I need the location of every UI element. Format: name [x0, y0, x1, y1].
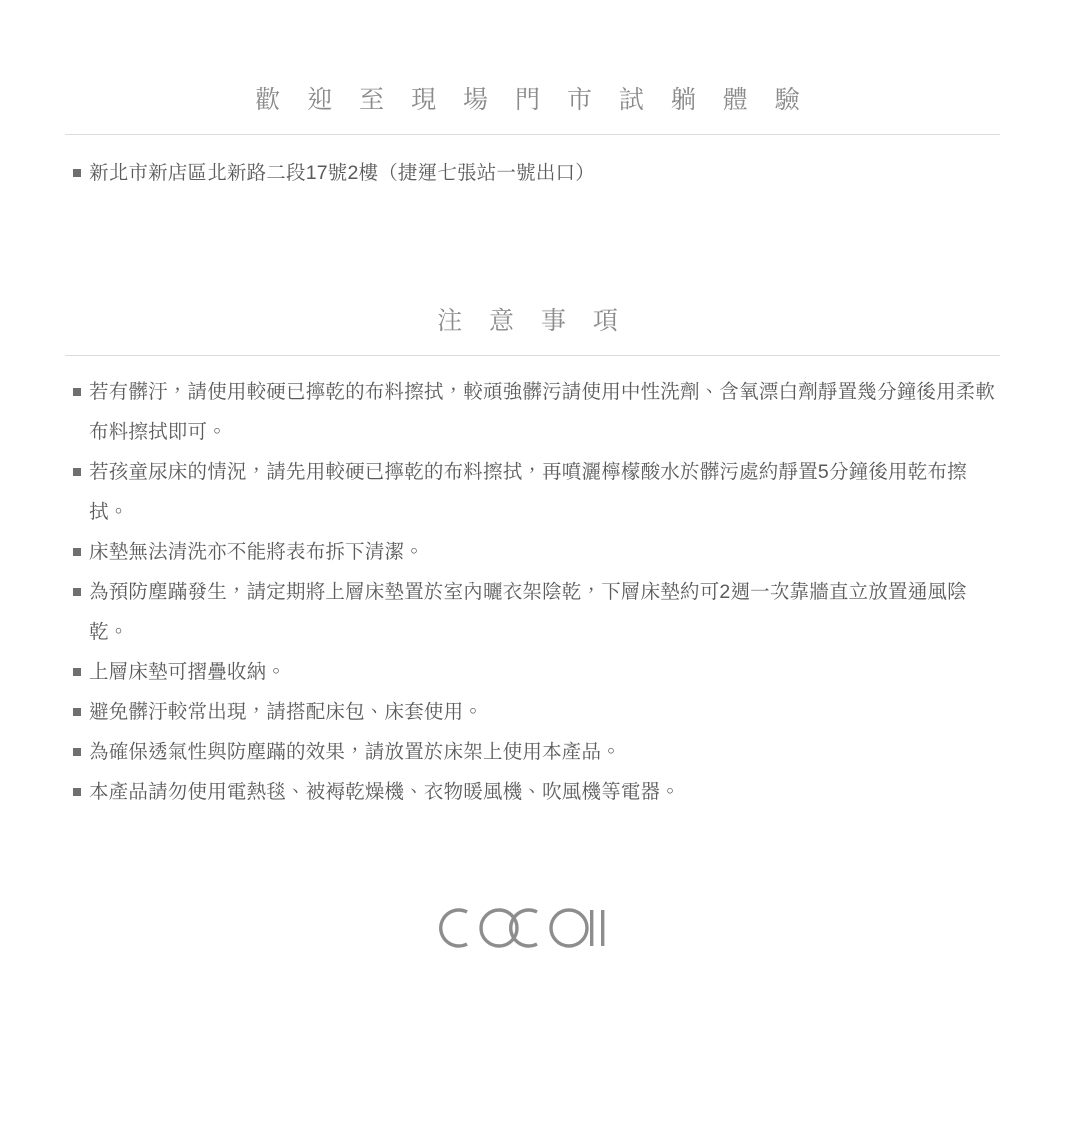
logo-stroke-l [601, 910, 604, 946]
list-item: 若有髒汙，請使用較硬已擰乾的布料擦拭，較頑強髒污請使用中性洗劑、含氧漂白劑靜置幾分鐘後用柔軟布料擦拭即可。 [65, 372, 1000, 452]
welcome-title: 歡 迎 至 現 場 門 市 試 躺 體 驗 [65, 80, 1000, 135]
logo-stroke-i [590, 910, 593, 946]
list-item: 為預防塵蹣發生，請定期將上層床墊置於室內曬衣架陰乾，下層床墊約可2週一次靠牆直立放置通風陰乾。 [65, 572, 1000, 652]
cocooil-logo-icon [433, 898, 633, 958]
brand-logo [65, 898, 1000, 963]
list-item: 為確保透氣性與防塵蹣的效果，請放置於床架上使用本產品。 [65, 732, 1000, 772]
notice-list [65, 372, 1000, 812]
section-spacer [65, 193, 1000, 245]
list-item: 若孩童尿床的情況，請先用較硬已擰乾的布料擦拭，再噴灑檸檬酸水於髒污處約靜置5分鐘後用乾布擦拭。 [65, 452, 1000, 532]
list-item: 本產品請勿使用電熱毯、被褥乾燥機、衣物暖風機、吹風機等電器。 [65, 772, 1000, 812]
notice-title: 注 意 事 項 [65, 301, 1000, 356]
list-item: 新北市新店區北新路二段17號2樓（捷運七張站一號出口） [65, 153, 1000, 193]
welcome-section [65, 0, 1000, 193]
list-item: 避免髒汙較常出現，請搭配床包、床套使用。 [65, 692, 1000, 732]
welcome-list [65, 153, 1000, 193]
list-item: 床墊無法清洗亦不能將表布拆下清潔。 [65, 532, 1000, 572]
list-item: 上層床墊可摺疊收納。 [65, 652, 1000, 692]
notice-section [65, 245, 1000, 812]
